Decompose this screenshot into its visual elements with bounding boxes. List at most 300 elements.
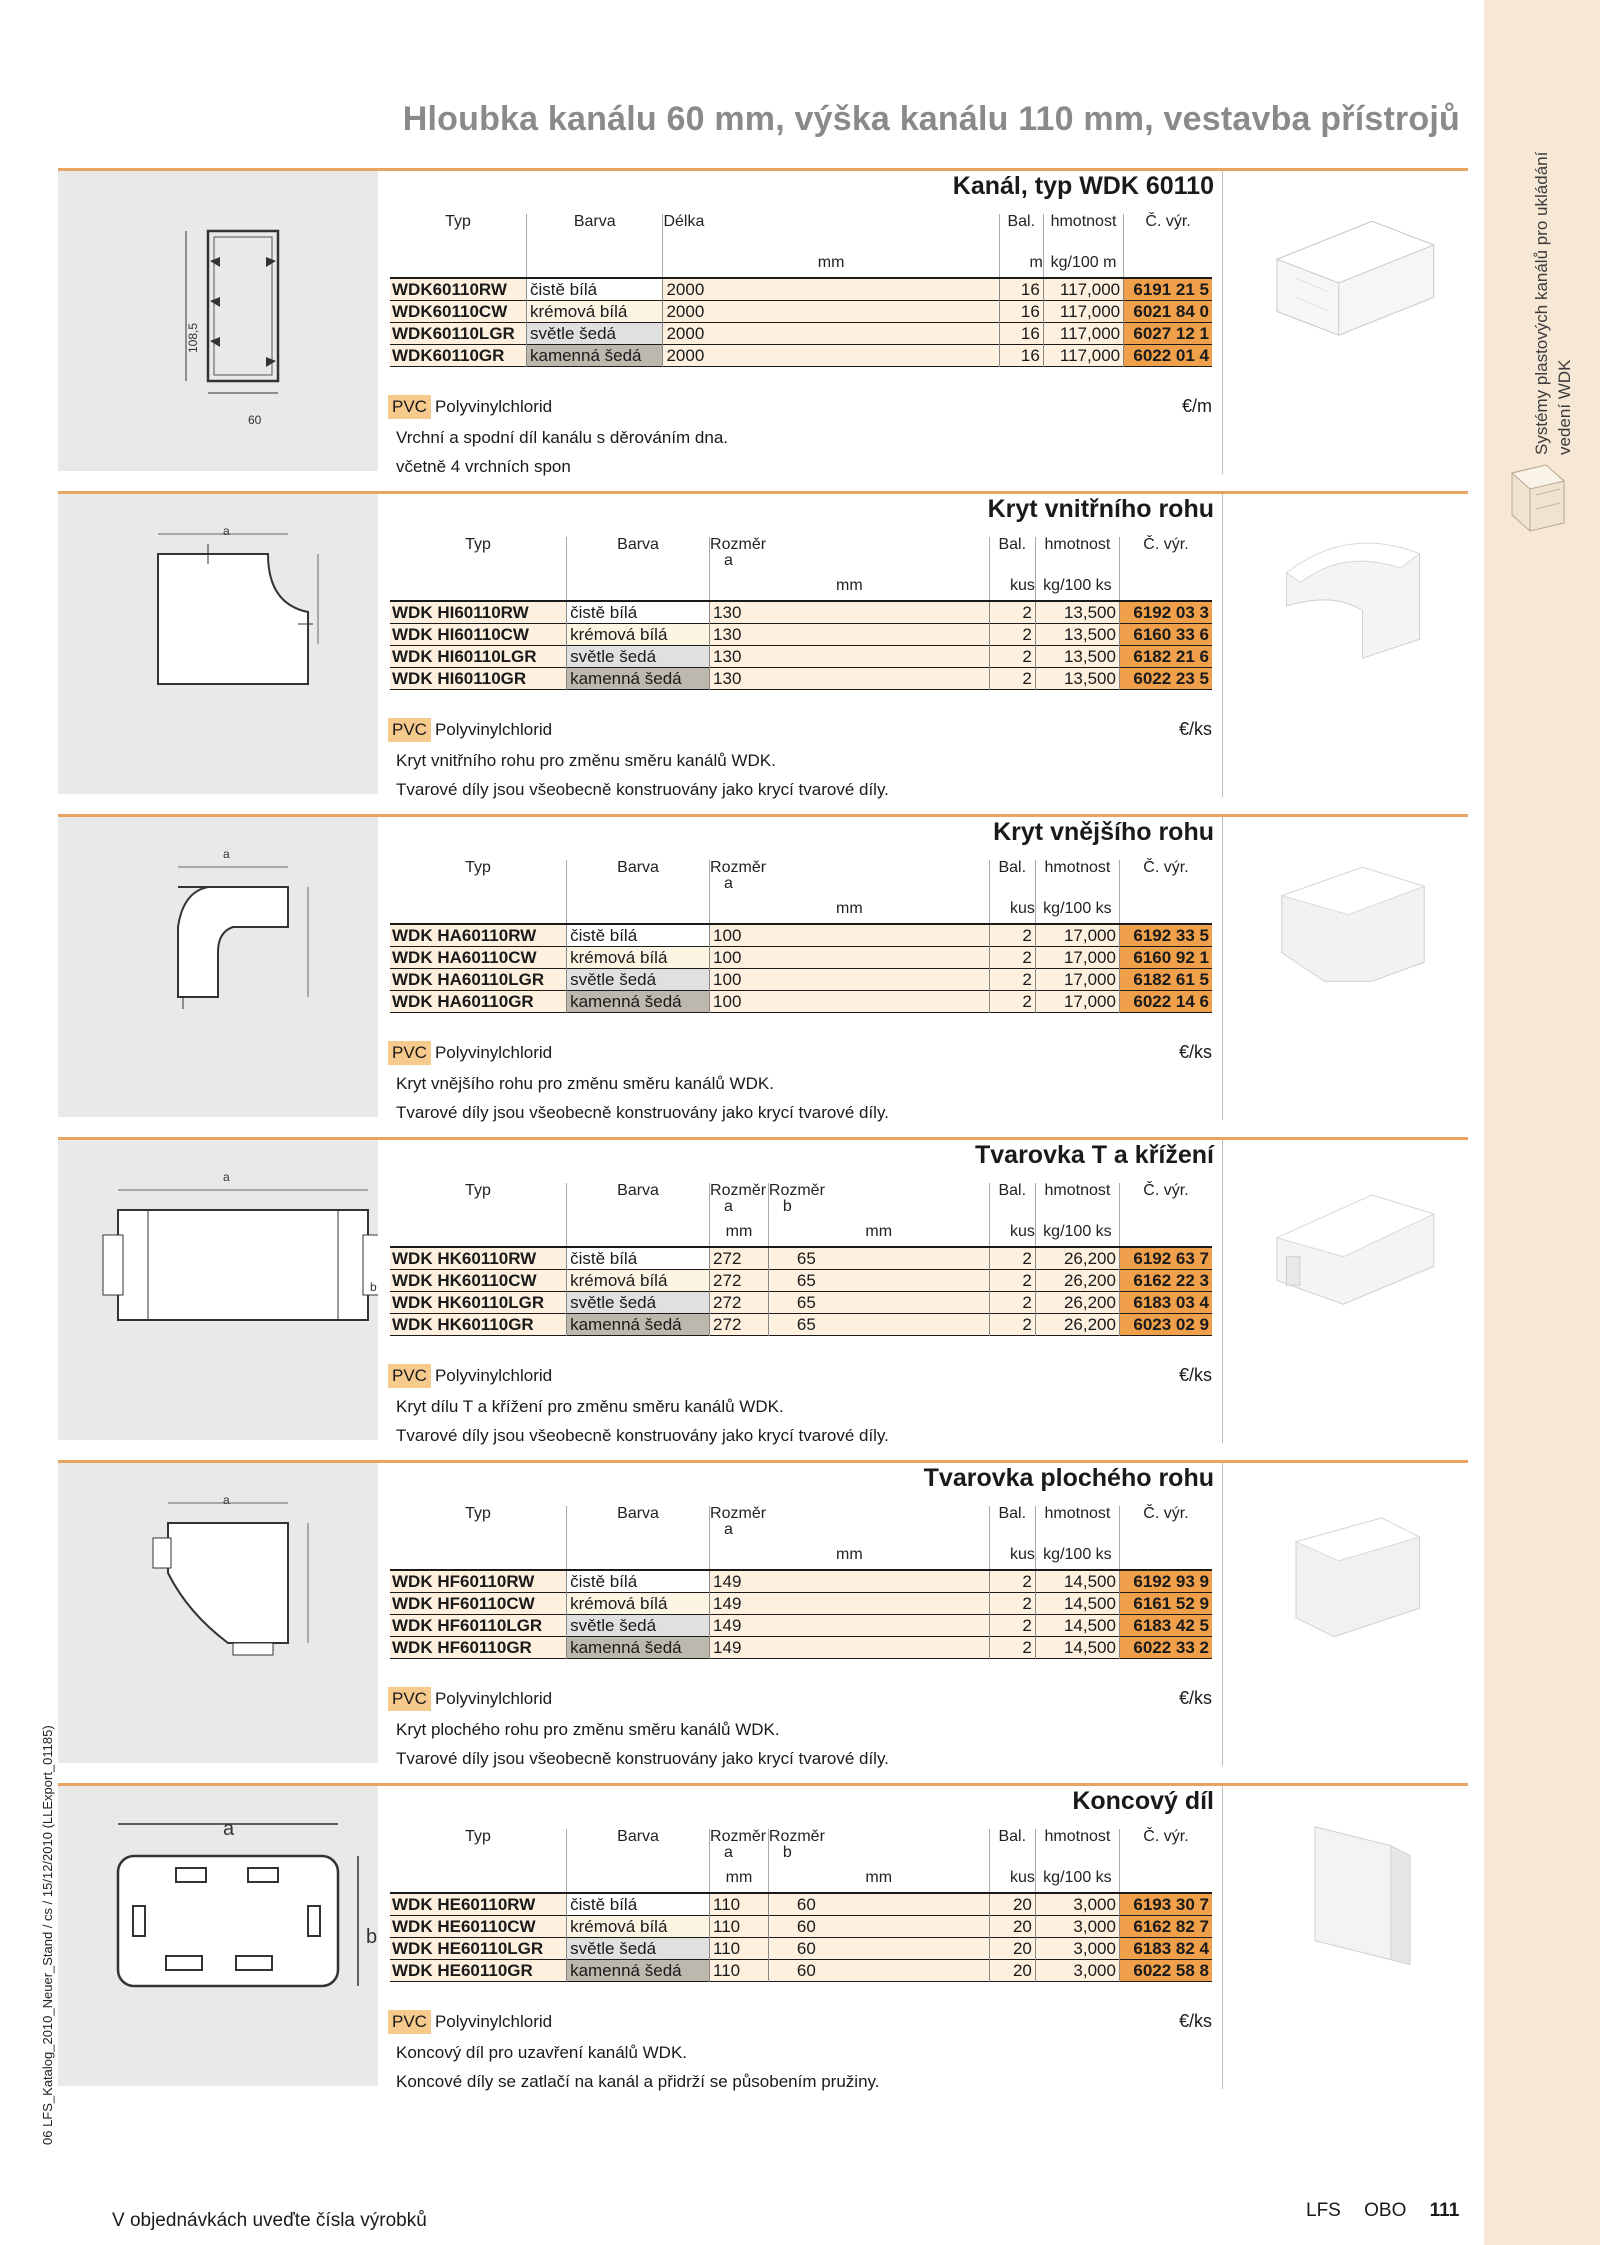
product-table — [390, 860, 1212, 1013]
product-photo-icon — [1258, 1157, 1448, 1347]
description-line: Kryt vnějšího rohu pro změnu směru kanálů WDK. — [396, 1074, 774, 1093]
product-section — [58, 168, 1468, 474]
cell-size-a: 2000 — [663, 345, 999, 367]
footer-brand-lfs: LFS — [1306, 2200, 1341, 2221]
pvc-badge: PVC — [388, 1687, 431, 1711]
cell-bal: 16 — [999, 323, 1043, 345]
cell-typ: WDK HF60110RW — [390, 1570, 567, 1593]
dimension-label: a — [223, 847, 230, 861]
table-row[interactable] — [390, 646, 1212, 668]
cell-typ: WDK HF60110GR — [390, 1637, 567, 1659]
section-title: Kryt vnitřního rohu — [987, 495, 1214, 523]
material-name: Polyvinylchlorid — [434, 1043, 553, 1062]
units-barva — [567, 571, 710, 601]
cell-weight: 13,500 — [1035, 646, 1119, 668]
cell-barva: krémová bílá — [567, 1916, 710, 1938]
cell-weight: 3,000 — [1035, 1960, 1119, 1982]
table-row[interactable] — [390, 345, 1212, 367]
units-size: mm — [710, 1217, 769, 1247]
units-size-b: mm — [768, 1863, 989, 1893]
cell-size-a: 149 — [710, 1615, 990, 1637]
header-bal: Bal. — [989, 537, 1035, 571]
cell-size-b: 60 — [768, 1938, 989, 1960]
cell-article-number: 6022 01 4 — [1124, 345, 1212, 367]
cell-bal: 16 — [999, 345, 1043, 367]
table-row[interactable] — [390, 301, 1212, 323]
product-section — [58, 491, 1468, 797]
cell-typ: WDK HK60110GR — [390, 1314, 567, 1336]
table-row[interactable] — [390, 1593, 1212, 1615]
table-row[interactable] — [390, 1314, 1212, 1336]
dimension-label: b — [366, 1926, 378, 1948]
header-size-sub: a — [724, 875, 733, 892]
pvc-badge: PVC — [388, 2010, 431, 2034]
product-section — [58, 1783, 1468, 2089]
description — [396, 2038, 880, 2096]
header-cvyr: Č. výr. — [1124, 214, 1212, 248]
description-line: Tvarové díly jsou všeobecně konstruovány jako krycí tvarové díly. — [396, 1103, 889, 1122]
section-title: Tvarovka plochého rohu — [923, 1464, 1214, 1492]
cell-size-a: 130 — [710, 624, 990, 646]
cell-bal: 16 — [999, 301, 1043, 323]
description-line: Tvarové díly jsou všeobecně konstruovány jako krycí tvarové díly. — [396, 780, 889, 799]
units-weight: kg/100 m — [1043, 248, 1123, 278]
page-number: 111 — [1429, 2200, 1460, 2221]
table-header-row — [390, 860, 1212, 894]
cell-weight: 117,000 — [1043, 345, 1123, 367]
side-title-text: Systémy plastových kanálů pro ukládání vedení WDK — [1532, 151, 1574, 455]
description-line: Koncové díly se zatlačí na kanál a přidrží se působením pružiny. — [396, 2072, 880, 2091]
technical-drawing — [58, 1786, 378, 2086]
cell-article-number: 6191 21 5 — [1124, 278, 1212, 301]
cell-bal: 20 — [989, 1960, 1035, 1982]
units-size: mm — [710, 571, 990, 601]
units-bal: kus — [989, 1863, 1035, 1893]
description-line: Kryt dílu T a křížení pro změnu směru kanálů WDK. — [396, 1397, 784, 1416]
product-table — [390, 1183, 1212, 1336]
cell-size-a: 272 — [710, 1314, 769, 1336]
units-barva — [567, 1863, 710, 1893]
description — [396, 423, 728, 481]
cell-barva: čistě bílá — [567, 924, 710, 947]
cell-article-number: 6193 30 7 — [1119, 1893, 1212, 1916]
header-size — [710, 860, 990, 894]
header-hmotnost: hmotnost — [1035, 1506, 1119, 1540]
cell-barva: čistě bílá — [567, 1247, 710, 1270]
cell-barva: kamenná šedá — [567, 668, 710, 690]
header-cvyr: Č. výr. — [1119, 1183, 1212, 1217]
cell-size-a: 130 — [710, 646, 990, 668]
table-row[interactable] — [390, 969, 1212, 991]
cell-barva: kamenná šedá — [567, 1314, 710, 1336]
catalog-reference: 06 LFS_Katalog_2010_Neuer_Stand / cs / 15/12/2010 (LLExport_01185) — [40, 1725, 55, 2145]
cell-bal: 2 — [989, 1247, 1035, 1270]
product-photo-icon — [1258, 834, 1448, 1024]
table-header-row — [390, 1829, 1212, 1863]
product-photo-icon — [1258, 188, 1448, 378]
material-name: Polyvinylchlorid — [434, 720, 553, 739]
cell-barva: světle šedá — [567, 1615, 710, 1637]
cell-typ: WDK HI60110CW — [390, 624, 567, 646]
header-hmotnost: hmotnost — [1035, 1183, 1119, 1217]
table-row[interactable] — [390, 278, 1212, 301]
header-cvyr: Č. výr. — [1119, 1506, 1212, 1540]
cell-barva: čistě bílá — [526, 278, 662, 301]
header-bal: Bal. — [989, 1829, 1035, 1863]
table-row[interactable] — [390, 323, 1212, 345]
table-units-row — [390, 1863, 1212, 1893]
footer-brand — [1288, 2200, 1459, 2222]
material-name: Polyvinylchlorid — [434, 397, 553, 416]
material-line — [388, 1041, 552, 1065]
price-unit: €/ks — [1178, 1365, 1212, 1385]
cell-typ: WDK HA60110GR — [390, 991, 567, 1013]
price-unit: €/m — [1181, 396, 1212, 416]
header-size — [710, 537, 990, 571]
header-cvyr: Č. výr. — [1119, 860, 1212, 894]
cell-typ: WDK HF60110CW — [390, 1593, 567, 1615]
cell-size-a: 272 — [710, 1270, 769, 1292]
header-bal: Bal. — [989, 1506, 1035, 1540]
header-hmotnost: hmotnost — [1035, 860, 1119, 894]
cell-weight: 117,000 — [1043, 278, 1123, 301]
table-row[interactable] — [390, 1615, 1212, 1637]
cell-typ: WDK HF60110LGR — [390, 1615, 567, 1637]
cell-bal: 2 — [989, 1637, 1035, 1659]
table-header-row — [390, 537, 1212, 571]
cell-weight: 3,000 — [1035, 1916, 1119, 1938]
cell-size-a: 149 — [710, 1570, 990, 1593]
cell-weight: 17,000 — [1035, 991, 1119, 1013]
cell-typ: WDK HI60110RW — [390, 601, 567, 624]
units-bal: m — [999, 248, 1043, 278]
pvc-badge: PVC — [388, 1364, 431, 1388]
cell-bal: 2 — [989, 1314, 1035, 1336]
cell-weight: 26,200 — [1035, 1292, 1119, 1314]
column-separator — [1222, 1463, 1223, 1766]
cell-bal: 2 — [989, 991, 1035, 1013]
units-typ — [390, 571, 567, 601]
dimension-label: b — [370, 1280, 377, 1294]
cell-bal: 2 — [989, 1570, 1035, 1593]
technical-drawing — [58, 817, 378, 1117]
cell-size-a: 100 — [710, 924, 990, 947]
cell-bal: 2 — [989, 969, 1035, 991]
cell-typ: WDK HE60110GR — [390, 1960, 567, 1982]
technical-drawing — [58, 1463, 378, 1763]
cell-bal: 16 — [999, 278, 1043, 301]
cell-size-b: 60 — [768, 1893, 989, 1916]
cell-article-number: 6192 63 7 — [1119, 1247, 1212, 1270]
cell-typ: WDK60110GR — [390, 345, 526, 367]
cell-weight: 17,000 — [1035, 924, 1119, 947]
cell-article-number: 6023 02 9 — [1119, 1314, 1212, 1336]
units-size: mm — [710, 894, 990, 924]
header-size — [710, 1506, 990, 1540]
table-row[interactable] — [390, 1893, 1212, 1916]
material-name: Polyvinylchlorid — [434, 1366, 553, 1385]
cell-size-a: 110 — [710, 1916, 769, 1938]
cell-typ: WDK HE60110LGR — [390, 1938, 567, 1960]
cell-article-number: 6027 12 1 — [1124, 323, 1212, 345]
header-size — [663, 214, 999, 248]
product-section — [58, 1137, 1468, 1443]
dimension-label: a — [223, 524, 230, 538]
header-cvyr: Č. výr. — [1119, 537, 1212, 571]
cell-weight: 13,500 — [1035, 601, 1119, 624]
units-bal: kus — [989, 894, 1035, 924]
page-title: Hloubka kanálu 60 mm, výška kanálu 110 mm, vestavba přístrojů — [402, 100, 1460, 138]
dimension-label: a — [223, 1818, 235, 1840]
cell-barva: světle šedá — [567, 1938, 710, 1960]
units-typ — [390, 894, 567, 924]
header-bal: Bal. — [989, 860, 1035, 894]
cell-typ: WDK60110RW — [390, 278, 526, 301]
cell-size-a: 2000 — [663, 301, 999, 323]
price-unit: €/ks — [1178, 2011, 1212, 2031]
cell-article-number: 6162 22 3 — [1119, 1270, 1212, 1292]
header-size-sub: a — [724, 552, 733, 569]
cell-article-number: 6160 33 6 — [1119, 624, 1212, 646]
units-typ — [390, 1540, 567, 1570]
units-nr — [1119, 1540, 1212, 1570]
header-hmotnost: hmotnost — [1035, 537, 1119, 571]
cell-typ: WDK HI60110GR — [390, 668, 567, 690]
side-title — [1530, 125, 1590, 455]
header-size-b-sub: b — [782, 1198, 792, 1215]
header-size-label: Rozměr — [710, 536, 767, 553]
cell-size-a: 2000 — [663, 278, 999, 301]
cell-typ: WDK HI60110LGR — [390, 646, 567, 668]
cell-barva: krémová bílá — [567, 1270, 710, 1292]
description — [396, 746, 889, 804]
table-units-row — [390, 248, 1212, 278]
product-table — [390, 1506, 1212, 1659]
product-photo-icon — [1258, 1480, 1448, 1670]
header-size — [710, 1829, 769, 1863]
header-size-label: Rozměr — [710, 1182, 767, 1199]
header-typ: Typ — [465, 859, 491, 876]
dimension-drawing-icon — [58, 1463, 378, 1763]
cell-bal: 20 — [989, 1938, 1035, 1960]
technical-drawing — [58, 494, 378, 794]
table-row[interactable] — [390, 924, 1212, 947]
cell-bal: 2 — [989, 601, 1035, 624]
cell-barva: krémová bílá — [567, 624, 710, 646]
cell-typ: WDK60110LGR — [390, 323, 526, 345]
cell-size-b: 60 — [768, 1916, 989, 1938]
header-typ: Typ — [465, 1505, 491, 1522]
header-barva: Barva — [526, 214, 662, 248]
cell-weight: 117,000 — [1043, 323, 1123, 345]
cell-bal: 2 — [989, 947, 1035, 969]
header-size-label: Rozměr — [710, 859, 767, 876]
units-size: mm — [710, 1540, 990, 1570]
units-barva — [567, 1540, 710, 1570]
section-title: Tvarovka T a křížení — [974, 1141, 1214, 1169]
units-size: mm — [663, 248, 999, 278]
table-row[interactable] — [390, 947, 1212, 969]
cell-barva: čistě bílá — [567, 601, 710, 624]
cell-weight: 14,500 — [1035, 1615, 1119, 1637]
table-row[interactable] — [390, 601, 1212, 624]
dimension-drawing-icon — [58, 171, 378, 471]
material-line — [388, 395, 552, 419]
header-hmotnost: hmotnost — [1043, 214, 1123, 248]
cell-typ: WDK HE60110CW — [390, 1916, 567, 1938]
table-row[interactable] — [390, 991, 1212, 1013]
cell-article-number: 6022 33 2 — [1119, 1637, 1212, 1659]
product-table — [390, 214, 1212, 367]
table-row[interactable] — [390, 668, 1212, 690]
dimension-label: a — [223, 1170, 230, 1184]
table-units-row — [390, 571, 1212, 601]
cell-barva: kamenná šedá — [567, 1637, 710, 1659]
table-units-row — [390, 1540, 1212, 1570]
table-header-row — [390, 1183, 1212, 1217]
product-section — [58, 1460, 1468, 1766]
cell-bal: 2 — [989, 1593, 1035, 1615]
footer-note: V objednávkách uveďte čísla výrobků — [112, 2210, 427, 2231]
cell-size-a: 272 — [710, 1292, 769, 1314]
table-row[interactable] — [390, 1637, 1212, 1659]
channel-thumbnail-icon — [1506, 463, 1568, 533]
cell-bal: 2 — [989, 668, 1035, 690]
footer-brand-obo: OBO — [1364, 2200, 1407, 2221]
material-line — [388, 2010, 552, 2034]
description-line: včetně 4 vrchních spon — [396, 457, 571, 476]
column-separator — [1222, 817, 1223, 1120]
cell-article-number: 6182 61 5 — [1119, 969, 1212, 991]
pvc-badge: PVC — [388, 1041, 431, 1065]
cell-article-number: 6161 52 9 — [1119, 1593, 1212, 1615]
cell-bal: 2 — [989, 646, 1035, 668]
units-bal: kus — [989, 1217, 1035, 1247]
units-weight: kg/100 ks — [1035, 1217, 1119, 1247]
cell-weight: 26,200 — [1035, 1270, 1119, 1292]
table-row[interactable] — [390, 1292, 1212, 1314]
cell-size-b: 65 — [768, 1247, 989, 1270]
dimension-label: 60 — [248, 413, 262, 427]
section-title: Kryt vnějšího rohu — [993, 818, 1214, 846]
description-line: Tvarové díly jsou všeobecně konstruovány jako krycí tvarové díly. — [396, 1426, 889, 1445]
cell-article-number: 6022 58 8 — [1119, 1960, 1212, 1982]
column-separator — [1222, 1786, 1223, 2089]
cell-article-number: 6183 42 5 — [1119, 1615, 1212, 1637]
cell-article-number: 6183 82 4 — [1119, 1938, 1212, 1960]
cell-article-number: 6192 03 3 — [1119, 601, 1212, 624]
description — [396, 1069, 889, 1127]
cell-size-a: 110 — [710, 1960, 769, 1982]
table-row[interactable] — [390, 1938, 1212, 1960]
cell-article-number: 6021 84 0 — [1124, 301, 1212, 323]
cell-size-a: 100 — [710, 947, 990, 969]
units-barva — [526, 248, 662, 278]
table-row[interactable] — [390, 1960, 1212, 1982]
cell-barva: čistě bílá — [567, 1570, 710, 1593]
cell-barva: světle šedá — [567, 1292, 710, 1314]
cell-article-number: 6192 33 5 — [1119, 924, 1212, 947]
header-size-sub: a — [724, 1198, 733, 1215]
header-size-label: Délka — [663, 213, 705, 230]
units-typ — [390, 1217, 567, 1247]
header-size-b-sub: b — [782, 1844, 792, 1861]
header-barva: Barva — [567, 860, 710, 894]
section-title: Koncový díl — [1072, 1787, 1214, 1815]
cell-weight: 13,500 — [1035, 668, 1119, 690]
header-size-label: Rozměr — [710, 1828, 767, 1845]
cell-typ: WDK HE60110RW — [390, 1893, 567, 1916]
material-name: Polyvinylchlorid — [434, 2012, 553, 2031]
cell-typ: WDK HA60110CW — [390, 947, 567, 969]
column-separator — [1222, 171, 1223, 474]
dimension-label: a — [223, 1493, 230, 1507]
pvc-badge: PVC — [388, 718, 431, 742]
header-barva: Barva — [567, 1829, 710, 1863]
cell-weight: 14,500 — [1035, 1570, 1119, 1593]
table-row[interactable] — [390, 624, 1212, 646]
header-barva: Barva — [567, 1183, 710, 1217]
header-typ: Typ — [465, 536, 491, 553]
units-size-b: mm — [768, 1217, 989, 1247]
header-size-sub: a — [724, 1844, 733, 1861]
header-typ: Typ — [445, 213, 471, 230]
price-unit: €/ks — [1178, 1688, 1212, 1708]
table-row[interactable] — [390, 1570, 1212, 1593]
material-line — [388, 1687, 552, 1711]
units-weight: kg/100 ks — [1035, 571, 1119, 601]
description-line: Vrchní a spodní díl kanálu s děrováním dna. — [396, 428, 729, 447]
header-bal: Bal. — [999, 214, 1043, 248]
cell-barva: světle šedá — [526, 323, 662, 345]
cell-article-number: 6162 82 7 — [1119, 1916, 1212, 1938]
cell-size-b: 60 — [768, 1960, 989, 1982]
cell-barva: světle šedá — [567, 969, 710, 991]
cell-size-a: 110 — [710, 1893, 769, 1916]
cell-barva: krémová bílá — [567, 1593, 710, 1615]
cell-weight: 3,000 — [1035, 1893, 1119, 1916]
table-row[interactable] — [390, 1247, 1212, 1270]
table-row[interactable] — [390, 1270, 1212, 1292]
cell-bal: 2 — [989, 624, 1035, 646]
cell-article-number: 6192 93 9 — [1119, 1570, 1212, 1593]
product-photo-icon — [1258, 1803, 1448, 1993]
units-weight: kg/100 ks — [1035, 1863, 1119, 1893]
dimension-label: 108,5 — [186, 322, 201, 354]
header-size-b-label: Rozměr — [768, 1182, 825, 1199]
header-cvyr: Č. výr. — [1119, 1829, 1212, 1863]
cell-size-b: 65 — [768, 1292, 989, 1314]
cell-article-number: 6160 92 1 — [1119, 947, 1212, 969]
product-table — [390, 1829, 1212, 1982]
header-size-b — [768, 1829, 989, 1863]
product-table — [390, 537, 1212, 690]
table-row[interactable] — [390, 1916, 1212, 1938]
cell-typ: WDK60110CW — [390, 301, 526, 323]
cell-weight: 13,500 — [1035, 624, 1119, 646]
description-line: Kryt vnitřního rohu pro změnu směru kanálů WDK. — [396, 751, 776, 770]
pvc-badge: PVC — [388, 395, 431, 419]
technical-drawing — [58, 1140, 378, 1440]
product-section — [58, 814, 1468, 1120]
header-size-b — [768, 1183, 989, 1217]
cell-typ: WDK HK60110LGR — [390, 1292, 567, 1314]
cell-bal: 2 — [989, 924, 1035, 947]
dimension-drawing-icon — [58, 817, 378, 1117]
dimension-drawing-icon — [58, 1140, 378, 1440]
cell-article-number: 6022 14 6 — [1119, 991, 1212, 1013]
units-bal: kus — [989, 571, 1035, 601]
